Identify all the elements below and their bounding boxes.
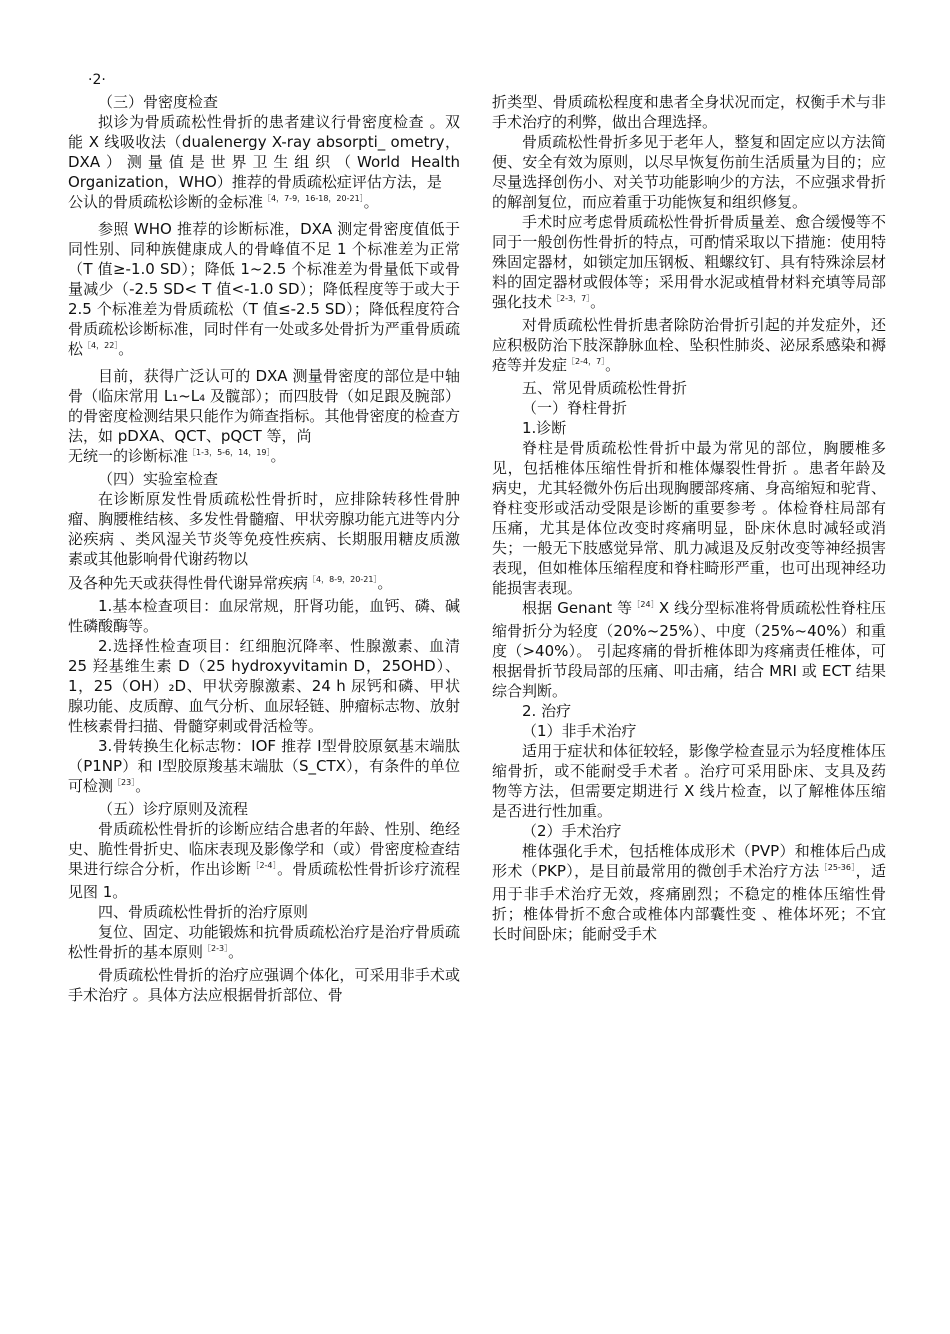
paragraph-text: 公认的骨质疏松诊断的金标准 (68, 193, 264, 211)
paragraph-text: 目前，获得广泛认可的 DXA 测量骨密度的部位是中轴骨（临床常用 L₁~L₄ 及髋部）；而四肢骨（如足跟及腕部）的骨密度检测结果只能作为筛查指标。其他骨密度的检查方法，如 pDXA、QCT、pQCT 等，尚 (68, 367, 460, 445)
subsection-heading-treatment: 2. 治疗 (522, 702, 572, 720)
paragraph (68, 112, 460, 192)
paragraph-text: 无统一的诊断标准 (68, 447, 189, 465)
citation: ［4，22］ (83, 341, 119, 350)
paragraph-text: 骨质疏松性骨折的诊断应结合患者的年龄、性别、绝经史、脆性骨折史、临床表现及影像学和（或）骨密度检查结果进行综合分析，作出诊断 (68, 820, 460, 878)
paragraph-text: 。 (135, 777, 151, 795)
citation: ［23］ (113, 778, 136, 787)
section-heading-diagnosis-principles: （五）诊疗原则及流程 (98, 800, 249, 818)
section-heading-common-fractures: 五、常见骨质疏松性骨折 (522, 379, 688, 397)
paragraph-text: 椎体强化手术，包括椎体成形术（PVP）和椎体后凸成形术（PKP），是目前最常用的微创手术治疗方法 (492, 842, 886, 880)
paragraph: 脊柱是骨质疏松性骨折中最为常见的部位，胸腰椎多见，包括椎体压缩性骨折和椎体爆裂性骨折 。患者年龄及病史，尤其轻微外伤后出现胸腰部疼痛、身高缩短和驼背、脊柱变形或活动受限是诊断的重要参考 。体检脊柱局部有压痛，尤其是体位改变时疼痛明显，卧床休息时减轻或消失；一般无下肢感觉异常、肌力减退及反射改变等神经损害表现，但如椎体压缩程度和脊柱畸形严重，也可出现神经功能损害表现。 (492, 439, 886, 597)
paragraph (68, 922, 460, 965)
paragraph (68, 736, 460, 799)
citation: ［24］ (632, 600, 659, 609)
subsection-heading-spine: （一）脊柱骨折 (522, 399, 628, 417)
subsection-heading-nonsurgical: （1）非手术治疗 (522, 722, 637, 740)
paragraph-text: 。 (590, 293, 606, 311)
right-column (492, 92, 886, 944)
paragraph-text: 拟诊为骨质疏松性骨折的患者建议行骨密度检查 。双能 X 线吸收法（dualenergy X-ray absorpti_ ometry，DXA）测量值是世界卫生组织（World Health Organization，WHO）推荐的骨质疏松症评估方法，是 (68, 113, 460, 191)
paragraph (68, 219, 460, 362)
paragraph (492, 841, 886, 944)
paragraph: 适用于症状和体征较轻，影像学检查显示为轻度椎体压缩骨折，或不能耐受手术者 。治疗可采用卧床、支具及药物等方法，但需要定期进行 X 线片检查，以了解椎体压缩是否进行性加重。 (492, 742, 886, 820)
paragraph-text: 。 (228, 943, 244, 961)
citation: ［1-3，5-6，14，19］ (188, 448, 271, 457)
citation: ［4，7-9，16-18，20-21］ (263, 194, 364, 203)
citation: ［4，8-9，20-21］ (308, 575, 378, 584)
section-heading-bone-density: （三）骨密度检查 (98, 93, 219, 111)
paragraph-text: 。 (377, 574, 393, 592)
paragraph-text: 3.骨转换生化标志物：IOF 推荐 I型骨胶原氨基末端肽（P1NP）和 I型胶原羧基末端肽（S_CTX），有条件的单位可检测 (68, 737, 460, 795)
paragraph: 骨质疏松性骨折的治疗应强调个体化，可采用非手术或手术治疗 。具体方法应根据骨折部位、骨 (68, 966, 460, 1004)
citation: ［25-36］ (819, 863, 856, 872)
paragraph-text: 根据 Genant 等 (522, 599, 633, 617)
section-heading-lab-tests: （四）实验室检查 (98, 470, 219, 488)
citation: ［2-3，7］ (552, 294, 591, 303)
paragraph-text: 。 (118, 340, 134, 358)
paragraph (68, 366, 460, 446)
citation: ［2-4］ (251, 861, 278, 870)
paragraph-text: X 线分型标准将骨质疏松性脊柱压缩骨折分为轻度（20%~25%）、中度（25%~40%）和重度（>40%）。 引起疼痛的骨折椎体即为疼痛责任椎体，可根据骨折节段局部的压痛、叩击痛，结合 MRI 或 ECT 结果综合判断。 (492, 599, 887, 700)
paragraph-text: 。 (605, 356, 621, 374)
paragraph-continuation: 折类型、骨质疏松程度和患者全身状况而定，权衡手术与非手术治疗的利弊，做出合理选择。 (492, 93, 886, 131)
paragraph-text: 。 (363, 193, 379, 211)
paragraph (492, 315, 886, 378)
paragraph-text: 手术时应考虑骨质疏松性骨折骨质量差、愈合缓慢等不同于一般创伤性骨折的特点，可酌情采取以下措施：使用特殊固定器材，如锁定加压钢板、粗螺纹钉、具有特殊涂层材料的固定器材或假体等；采用骨水泥或植骨材料充填等局部强化技术 (492, 213, 886, 311)
citation: ［2-4，7］ (567, 357, 606, 366)
page-number: ·2· (88, 72, 106, 88)
paragraph-text: 复位、固定、功能锻炼和抗骨质疏松治疗是治疗骨质疏松性骨折的基本原则 (68, 923, 460, 961)
paragraph-text: 参照 WHO 推荐的诊断标准，DXA 测定骨密度值低于同性别、同种族健康成人的骨峰值不足 1 个标准差为正常（T 值≥-1.0 SD）；降低 1~2.5 个标准差为骨量低下或骨量减少（-2.5 SD< T 值<-1.0 SD）；降低程度等于或大于 2.5 个标准差为骨质疏松（T 值≤-2.5 SD）；降低程度符合骨质疏松诊断标准，同时伴有一处或多处骨折为严重骨质疏松 (68, 220, 460, 358)
paragraph-text: 及各种先天或获得性骨代谢异常疾病 (68, 574, 309, 592)
paragraph-text: 。 (270, 447, 286, 465)
paragraph (492, 212, 886, 315)
subsection-heading-diagnosis: 1.诊断 (522, 419, 567, 437)
paragraph: 1.基本检查项目：血尿常规，肝肾功能，血钙、磷、碱性磷酸酶等。 (68, 597, 460, 635)
paragraph: 骨质疏松性骨折多见于老年人，整复和固定应以方法简便、安全有效为原则，以尽早恢复伤前生活质量为目的；应尽量选择创伤小、对关节功能影响少的方法，不应强求骨折的解剖复位，而应着重于功能恢复和组织修复。 (492, 133, 886, 211)
paragraph (492, 598, 886, 701)
paragraph-text: 对骨质疏松性骨折患者除防治骨折引起的并发症外，还应积极防治下肢深静脉血栓、坠积性肺炎、泌尿系感染和褥疮等并发症 (492, 316, 886, 374)
section-heading-treatment-principles: 四、骨质疏松性骨折的治疗原则 (98, 903, 309, 921)
paragraph-text: ，适用于非手术治疗无效，疼痛剧烈；不稳定的椎体压缩性骨折；椎体骨折不愈合或椎体内部囊性变 、椎体坏死；不宜长时间卧床；能耐受手术 (492, 862, 886, 943)
left-column (68, 92, 460, 1005)
paragraph (68, 819, 460, 902)
paragraph-text: 。骨质疏松性骨折诊疗流程见图 1。 (68, 860, 460, 901)
paragraph-continuation (68, 192, 460, 215)
subsection-heading-surgical: （2）手术治疗 (522, 822, 622, 840)
paragraph: 2.选择性检查项目：红细胞沉降率、性腺激素、血清 25 羟基维生素 D（25 hydroxyvitamin D，25OHD）、 1，25（OH）₂D、甲状旁腺激素、24 h 尿钙和磷、甲状腺功能、皮质醇、血气分析、血尿轻链、肿瘤标志物、放射性核素骨扫描、骨髓穿刺或骨活检等。 (68, 637, 460, 735)
paragraph-continuation (68, 446, 460, 469)
paragraph-continuation (68, 573, 460, 596)
citation: ［2-3］ (203, 944, 229, 953)
paragraph-text: 在诊断原发性骨质疏松性骨折时，应排除转移性骨肿瘤、胸腰椎结核、多发性骨髓瘤、甲状旁腺功能亢进等内分泌疾病 、类风湿关节炎等免疫性疾病、长期服用糖皮质激素或其他影响骨代谢药物以 (68, 490, 460, 568)
paragraph (68, 489, 460, 569)
